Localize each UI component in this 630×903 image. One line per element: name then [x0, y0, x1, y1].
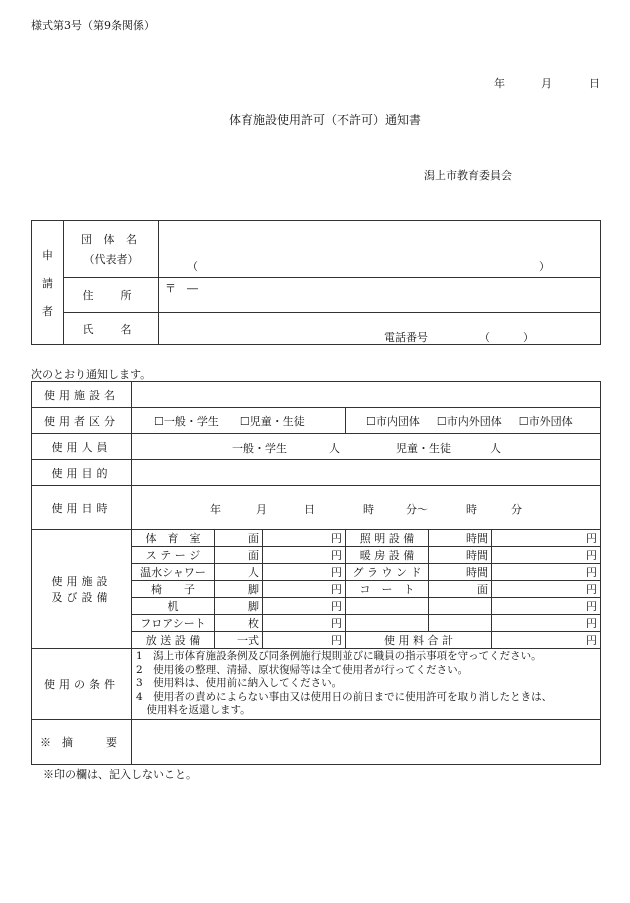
conditions-label: 使用の条件 — [32, 649, 132, 720]
name-field[interactable] — [159, 313, 601, 345]
equipment-unit[interactable]: 脚 — [215, 598, 263, 615]
equipment-yen[interactable]: 円 — [492, 564, 601, 581]
category-checkbox-city-outside[interactable] — [437, 415, 447, 428]
category-options-group-2: ☐ 市内団体 ☐ 市内外団体 ☐ 市外団体 — [346, 408, 601, 434]
equipment-yen[interactable]: 円 — [263, 581, 346, 598]
org-label-cell — [64, 221, 159, 278]
equipment-name: 温水シャワー — [132, 564, 215, 581]
equipment-unit[interactable]: 時間 — [429, 530, 492, 547]
equipment-yen[interactable]: 円 — [492, 615, 601, 632]
phone-field: （ ） — [479, 331, 534, 344]
facility-name-label: 使用施設名 — [32, 382, 132, 408]
equipment-unit[interactable]: 時間 — [429, 564, 492, 581]
rep-label: （代表者） — [83, 253, 139, 266]
phone-label: 電話番号 — [384, 331, 428, 344]
equipment-name — [346, 615, 429, 632]
name-label: 氏 名 — [64, 313, 159, 345]
equipment-name: コ ー ト — [346, 581, 429, 598]
equipment-yen[interactable]: 円 — [263, 632, 346, 649]
equipment-unit[interactable] — [429, 598, 492, 615]
equipment-yen[interactable]: 円 — [492, 598, 601, 615]
total-fee-yen[interactable]: 円 — [492, 632, 601, 649]
datetime-label: 使用日時 — [32, 486, 132, 530]
date-month: 月 — [541, 77, 552, 90]
equipment-name: 放 送 設 備 — [132, 632, 215, 649]
equipment-unit[interactable]: 面 — [429, 581, 492, 598]
equipment-yen[interactable]: 円 — [263, 547, 346, 564]
equipment-label: 使用施設 及び設備 — [32, 530, 132, 649]
address-label: 住 所 — [64, 278, 159, 313]
date-year: 年 — [494, 77, 505, 90]
category-options-group-1: ☐ 一般・学生 ☐ 児童・生徒 — [132, 408, 346, 434]
equipment-name: 机 — [132, 598, 215, 615]
applicant-section-label: 申 請 者 — [32, 221, 64, 345]
equipment-unit[interactable]: 枚 — [215, 615, 263, 632]
equipment-yen[interactable]: 円 — [263, 615, 346, 632]
usage-table — [31, 381, 601, 765]
conditions-text: 1 潟上市体育施設条例及び同条例施行規則並びに職員の指示事項を守ってください。 2 使用後の整理、清掃、原状復帰等は全て使用者が行ってください。 3 使用料は、使用前に納入してください。 4 使用者の責めによらない事由又は使用日の前日までに使用許可を取り消したときは、 使用料を返還します。 — [132, 649, 601, 720]
facility-name-field[interactable] — [132, 382, 601, 408]
purpose-field[interactable] — [132, 460, 601, 486]
category-checkbox-outside[interactable] — [519, 415, 529, 428]
equipment-unit[interactable]: 脚 — [215, 581, 263, 598]
equipment-name: フロアシート — [132, 615, 215, 632]
applicant-table — [31, 220, 601, 345]
people-label: 使用人員 — [32, 434, 132, 460]
address-field[interactable] — [159, 278, 601, 313]
equipment-name: グ ラ ウ ン ド — [346, 564, 429, 581]
footnote: ※印の欄は、記入しないこと。 — [43, 768, 197, 781]
category-checkbox-general[interactable] — [154, 415, 164, 428]
form-number: 様式第3号（第9条関係） — [31, 19, 155, 32]
category-checkbox-city[interactable] — [366, 415, 376, 428]
org-name-field[interactable]: （ ） — [159, 221, 601, 278]
equipment-yen[interactable]: 円 — [492, 530, 601, 547]
datetime-field[interactable]: 年 月 日 時 分～ 時 分 — [132, 486, 601, 530]
total-fee-label: 使 用 料 合 計 — [346, 632, 492, 649]
equipment-yen[interactable]: 円 — [492, 547, 601, 564]
equipment-name — [346, 598, 429, 615]
equipment-unit[interactable]: 面 — [215, 530, 263, 547]
equipment-unit[interactable]: 一式 — [215, 632, 263, 649]
notice-text: 次のとおり通知します。 — [31, 368, 152, 381]
equipment-yen[interactable]: 円 — [492, 581, 601, 598]
remarks-field[interactable] — [132, 719, 601, 764]
equipment-name: 暖 房 設 備 — [346, 547, 429, 564]
issuer: 潟上市教育委員会 — [424, 169, 512, 182]
equipment-yen[interactable]: 円 — [263, 530, 346, 547]
equipment-name: 体 育 室 — [132, 530, 215, 547]
document-title: 体育施設使用許可（不許可）通知書 — [229, 113, 422, 127]
equipment-name: ス テ ー ジ — [132, 547, 215, 564]
equipment-yen[interactable]: 円 — [263, 564, 346, 581]
equipment-unit[interactable]: 人 — [215, 564, 263, 581]
purpose-label: 使用目的 — [32, 460, 132, 486]
remarks-label: ※ 摘 要 — [32, 719, 132, 764]
equipment-unit[interactable] — [429, 615, 492, 632]
postal-mark: 〒 ― — [165, 282, 198, 295]
category-label: 使用者区分 — [32, 408, 132, 434]
date-day: 日 — [589, 77, 600, 90]
equipment-name: 照 明 設 備 — [346, 530, 429, 547]
equipment-unit[interactable]: 時間 — [429, 547, 492, 564]
category-checkbox-child[interactable] — [240, 415, 250, 428]
equipment-unit[interactable]: 面 — [215, 547, 263, 564]
org-label: 団 体 名 — [81, 233, 141, 246]
equipment-yen[interactable]: 円 — [263, 598, 346, 615]
equipment-name: 椅 子 — [132, 581, 215, 598]
people-field[interactable]: 一般・学生 人 児童・生徒 人 — [132, 434, 601, 460]
